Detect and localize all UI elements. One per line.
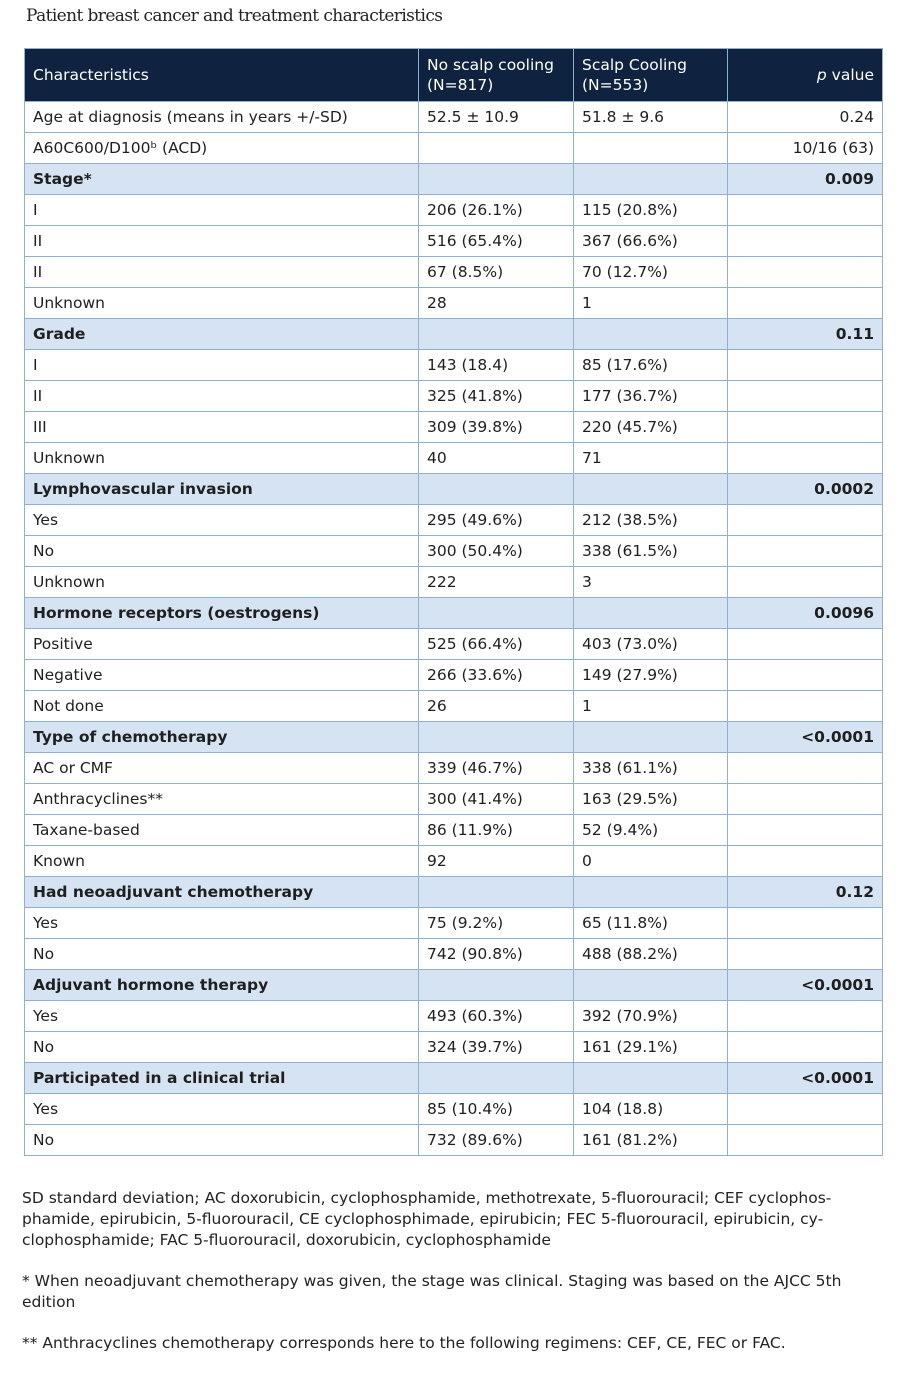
p-value-cell <box>728 1125 883 1156</box>
scalp-cooling-cell: 149 (27.9%) <box>574 660 728 691</box>
row-label: No <box>25 1032 419 1063</box>
table-row <box>25 350 883 381</box>
footnote-abbreviations: SD standard deviation; AC doxorubicin, cyclophosphamide, methotrexate, 5-fluorouracil; CEF cyclophos-phamide, epirubicin, 5-fluorouracil, CE cyclophosphimade, epirubicin; FEC 5-fluorouracil, epirubicin, cy-clophosphamide; FAC 5-fluorouracil, doxorubicin, cyclophosphamide <box>22 1189 832 1249</box>
table-row <box>25 567 883 598</box>
no-scalp-cooling-cell <box>419 164 574 195</box>
no-scalp-cooling-cell: 40 <box>419 443 574 474</box>
no-scalp-cooling-cell: 143 (18.4) <box>419 350 574 381</box>
table-row <box>25 195 883 226</box>
scalp-cooling-cell <box>574 133 728 164</box>
p-value-cell <box>728 257 883 288</box>
no-scalp-cooling-cell: 525 (66.4%) <box>419 629 574 660</box>
row-label: Yes <box>25 505 419 536</box>
no-scalp-cooling-cell <box>419 598 574 629</box>
no-scalp-cooling-cell <box>419 877 574 908</box>
p-value-cell: 0.11 <box>728 319 883 350</box>
scalp-cooling-cell: 115 (20.8%) <box>574 195 728 226</box>
scalp-cooling-cell: 220 (45.7%) <box>574 412 728 443</box>
no-scalp-cooling-cell: 339 (46.7%) <box>419 753 574 784</box>
p-value-cell <box>728 536 883 567</box>
header-row <box>25 49 883 102</box>
no-scalp-cooling-cell: 295 (49.6%) <box>419 505 574 536</box>
row-label: Hormone receptors (oestrogens) <box>25 598 419 629</box>
scalp-cooling-cell <box>574 598 728 629</box>
scalp-cooling-cell: 488 (88.2%) <box>574 939 728 970</box>
row-label: Age at diagnosis (means in years +/-SD) <box>25 102 419 133</box>
row-label: No <box>25 536 419 567</box>
table-row <box>25 443 883 474</box>
row-label: Stage* <box>25 164 419 195</box>
section-row <box>25 877 883 908</box>
row-label: Lymphovascular invasion <box>25 474 419 505</box>
no-scalp-cooling-cell: 732 (89.6%) <box>419 1125 574 1156</box>
footnotes <box>22 1188 882 1374</box>
header-no-cooling-label: No scalp cooling <box>427 56 554 74</box>
scalp-cooling-cell: 65 (11.8%) <box>574 908 728 939</box>
row-label: AC or CMF <box>25 753 419 784</box>
p-value-cell: 0.12 <box>728 877 883 908</box>
no-scalp-cooling-cell: 309 (39.8%) <box>419 412 574 443</box>
table-row <box>25 846 883 877</box>
no-scalp-cooling-cell <box>419 474 574 505</box>
p-value-cell: 0.24 <box>728 102 883 133</box>
table-row <box>25 102 883 133</box>
p-value-cell <box>728 195 883 226</box>
table-row <box>25 784 883 815</box>
no-scalp-cooling-cell: 52.5 ± 10.9 <box>419 102 574 133</box>
table-row <box>25 381 883 412</box>
row-label: A60C600/D100ᵇ (ACD) <box>25 133 419 164</box>
scalp-cooling-cell: 338 (61.1%) <box>574 753 728 784</box>
scalp-cooling-cell: 392 (70.9%) <box>574 1001 728 1032</box>
p-value-cell <box>728 753 883 784</box>
no-scalp-cooling-cell: 28 <box>419 288 574 319</box>
row-label: Negative <box>25 660 419 691</box>
table-row <box>25 629 883 660</box>
table-row <box>25 288 883 319</box>
row-label: Yes <box>25 908 419 939</box>
row-label: Yes <box>25 1001 419 1032</box>
row-label: II <box>25 226 419 257</box>
footnote-anthracyclines: ** Anthracyclines chemotherapy corresponds here to the following regimens: CEF, CE, FEC or FAC. <box>22 1334 786 1352</box>
row-label: II <box>25 381 419 412</box>
p-value-cell <box>728 908 883 939</box>
p-value-cell <box>728 629 883 660</box>
row-label: Had neoadjuvant chemotherapy <box>25 877 419 908</box>
table-row <box>25 1001 883 1032</box>
p-value-cell <box>728 691 883 722</box>
header-p-rest: value <box>826 66 874 84</box>
row-label: I <box>25 350 419 381</box>
no-scalp-cooling-cell: 222 <box>419 567 574 598</box>
header-scalp-cooling <box>574 49 728 102</box>
no-scalp-cooling-cell: 300 (41.4%) <box>419 784 574 815</box>
scalp-cooling-cell <box>574 164 728 195</box>
row-label: Type of chemotherapy <box>25 722 419 753</box>
p-value-cell: 0.0096 <box>728 598 883 629</box>
p-value-cell <box>728 350 883 381</box>
no-scalp-cooling-cell <box>419 319 574 350</box>
header-no-scalp-cooling <box>419 49 574 102</box>
table-row <box>25 908 883 939</box>
row-label: Adjuvant hormone therapy <box>25 970 419 1001</box>
row-label: Yes <box>25 1094 419 1125</box>
table-row <box>25 257 883 288</box>
section-row <box>25 722 883 753</box>
table-row <box>25 536 883 567</box>
footnote-stage: * When neoadjuvant chemotherapy was given, the stage was clinical. Staging was based on the AJCC 5th edition <box>22 1272 842 1311</box>
scalp-cooling-cell <box>574 877 728 908</box>
table-row <box>25 753 883 784</box>
row-label: Unknown <box>25 567 419 598</box>
no-scalp-cooling-cell <box>419 722 574 753</box>
table-title: Patient breast cancer and treatment characteristics <box>26 6 443 26</box>
no-scalp-cooling-cell: 92 <box>419 846 574 877</box>
scalp-cooling-cell <box>574 722 728 753</box>
section-row <box>25 970 883 1001</box>
no-scalp-cooling-cell: 67 (8.5%) <box>419 257 574 288</box>
p-value-cell <box>728 505 883 536</box>
scalp-cooling-cell: 104 (18.8) <box>574 1094 728 1125</box>
row-label: No <box>25 939 419 970</box>
p-value-cell: 0.009 <box>728 164 883 195</box>
p-value-cell <box>728 567 883 598</box>
no-scalp-cooling-cell: 266 (33.6%) <box>419 660 574 691</box>
row-label: III <box>25 412 419 443</box>
row-label: Anthracyclines** <box>25 784 419 815</box>
header-cooling-label: Scalp Cooling <box>582 56 687 74</box>
p-value-cell <box>728 784 883 815</box>
row-label: Not done <box>25 691 419 722</box>
p-value-cell <box>728 226 883 257</box>
no-scalp-cooling-cell <box>419 133 574 164</box>
section-row <box>25 474 883 505</box>
table-row <box>25 226 883 257</box>
table-row <box>25 815 883 846</box>
no-scalp-cooling-cell: 325 (41.8%) <box>419 381 574 412</box>
p-value-cell <box>728 939 883 970</box>
p-value-cell: 0.0002 <box>728 474 883 505</box>
header-cooling-n: (N=553) <box>582 76 649 94</box>
table-row <box>25 1125 883 1156</box>
p-value-cell <box>728 660 883 691</box>
scalp-cooling-cell <box>574 970 728 1001</box>
scalp-cooling-cell <box>574 319 728 350</box>
table-body <box>25 102 883 1156</box>
row-label: Grade <box>25 319 419 350</box>
p-value-cell <box>728 412 883 443</box>
no-scalp-cooling-cell <box>419 970 574 1001</box>
header-p-value <box>728 49 883 102</box>
scalp-cooling-cell <box>574 1063 728 1094</box>
table-row <box>25 691 883 722</box>
scalp-cooling-cell: 3 <box>574 567 728 598</box>
table-row <box>25 133 883 164</box>
row-label: Positive <box>25 629 419 660</box>
scalp-cooling-cell: 177 (36.7%) <box>574 381 728 412</box>
p-value-cell <box>728 443 883 474</box>
row-label: I <box>25 195 419 226</box>
table-row <box>25 660 883 691</box>
p-value-cell: 10/16 (63) <box>728 133 883 164</box>
no-scalp-cooling-cell: 26 <box>419 691 574 722</box>
table-row <box>25 1032 883 1063</box>
scalp-cooling-cell <box>574 474 728 505</box>
p-value-cell <box>728 815 883 846</box>
no-scalp-cooling-cell: 300 (50.4%) <box>419 536 574 567</box>
section-row <box>25 319 883 350</box>
p-value-cell: <0.0001 <box>728 1063 883 1094</box>
row-label: Participated in a clinical trial <box>25 1063 419 1094</box>
header-no-cooling-n: (N=817) <box>427 76 494 94</box>
scalp-cooling-cell: 367 (66.6%) <box>574 226 728 257</box>
table-row <box>25 1094 883 1125</box>
scalp-cooling-cell: 71 <box>574 443 728 474</box>
row-label: II <box>25 257 419 288</box>
p-value-cell <box>728 381 883 412</box>
row-label: Unknown <box>25 288 419 319</box>
p-value-cell <box>728 288 883 319</box>
scalp-cooling-cell: 338 (61.5%) <box>574 536 728 567</box>
section-row <box>25 1063 883 1094</box>
scalp-cooling-cell: 403 (73.0%) <box>574 629 728 660</box>
p-value-cell <box>728 1094 883 1125</box>
scalp-cooling-cell: 51.8 ± 9.6 <box>574 102 728 133</box>
section-row <box>25 164 883 195</box>
p-value-cell <box>728 1032 883 1063</box>
section-row <box>25 598 883 629</box>
header-p-italic: p <box>816 66 827 84</box>
scalp-cooling-cell: 1 <box>574 288 728 319</box>
row-label: Known <box>25 846 419 877</box>
table-row <box>25 505 883 536</box>
no-scalp-cooling-cell: 85 (10.4%) <box>419 1094 574 1125</box>
no-scalp-cooling-cell: 742 (90.8%) <box>419 939 574 970</box>
scalp-cooling-cell: 0 <box>574 846 728 877</box>
p-value-cell: <0.0001 <box>728 722 883 753</box>
no-scalp-cooling-cell: 516 (65.4%) <box>419 226 574 257</box>
characteristics-table <box>24 48 883 1156</box>
scalp-cooling-cell: 161 (81.2%) <box>574 1125 728 1156</box>
no-scalp-cooling-cell: 86 (11.9%) <box>419 815 574 846</box>
no-scalp-cooling-cell: 324 (39.7%) <box>419 1032 574 1063</box>
table-row <box>25 412 883 443</box>
scalp-cooling-cell: 212 (38.5%) <box>574 505 728 536</box>
scalp-cooling-cell: 163 (29.5%) <box>574 784 728 815</box>
p-value-cell: <0.0001 <box>728 970 883 1001</box>
scalp-cooling-cell: 161 (29.1%) <box>574 1032 728 1063</box>
scalp-cooling-cell: 52 (9.4%) <box>574 815 728 846</box>
row-label: Taxane-based <box>25 815 419 846</box>
scalp-cooling-cell: 70 (12.7%) <box>574 257 728 288</box>
header-characteristics: Characteristics <box>25 49 419 102</box>
no-scalp-cooling-cell <box>419 1063 574 1094</box>
row-label: Unknown <box>25 443 419 474</box>
row-label: No <box>25 1125 419 1156</box>
table-row <box>25 939 883 970</box>
scalp-cooling-cell: 1 <box>574 691 728 722</box>
no-scalp-cooling-cell: 493 (60.3%) <box>419 1001 574 1032</box>
no-scalp-cooling-cell: 206 (26.1%) <box>419 195 574 226</box>
no-scalp-cooling-cell: 75 (9.2%) <box>419 908 574 939</box>
p-value-cell <box>728 846 883 877</box>
scalp-cooling-cell: 85 (17.6%) <box>574 350 728 381</box>
p-value-cell <box>728 1001 883 1032</box>
